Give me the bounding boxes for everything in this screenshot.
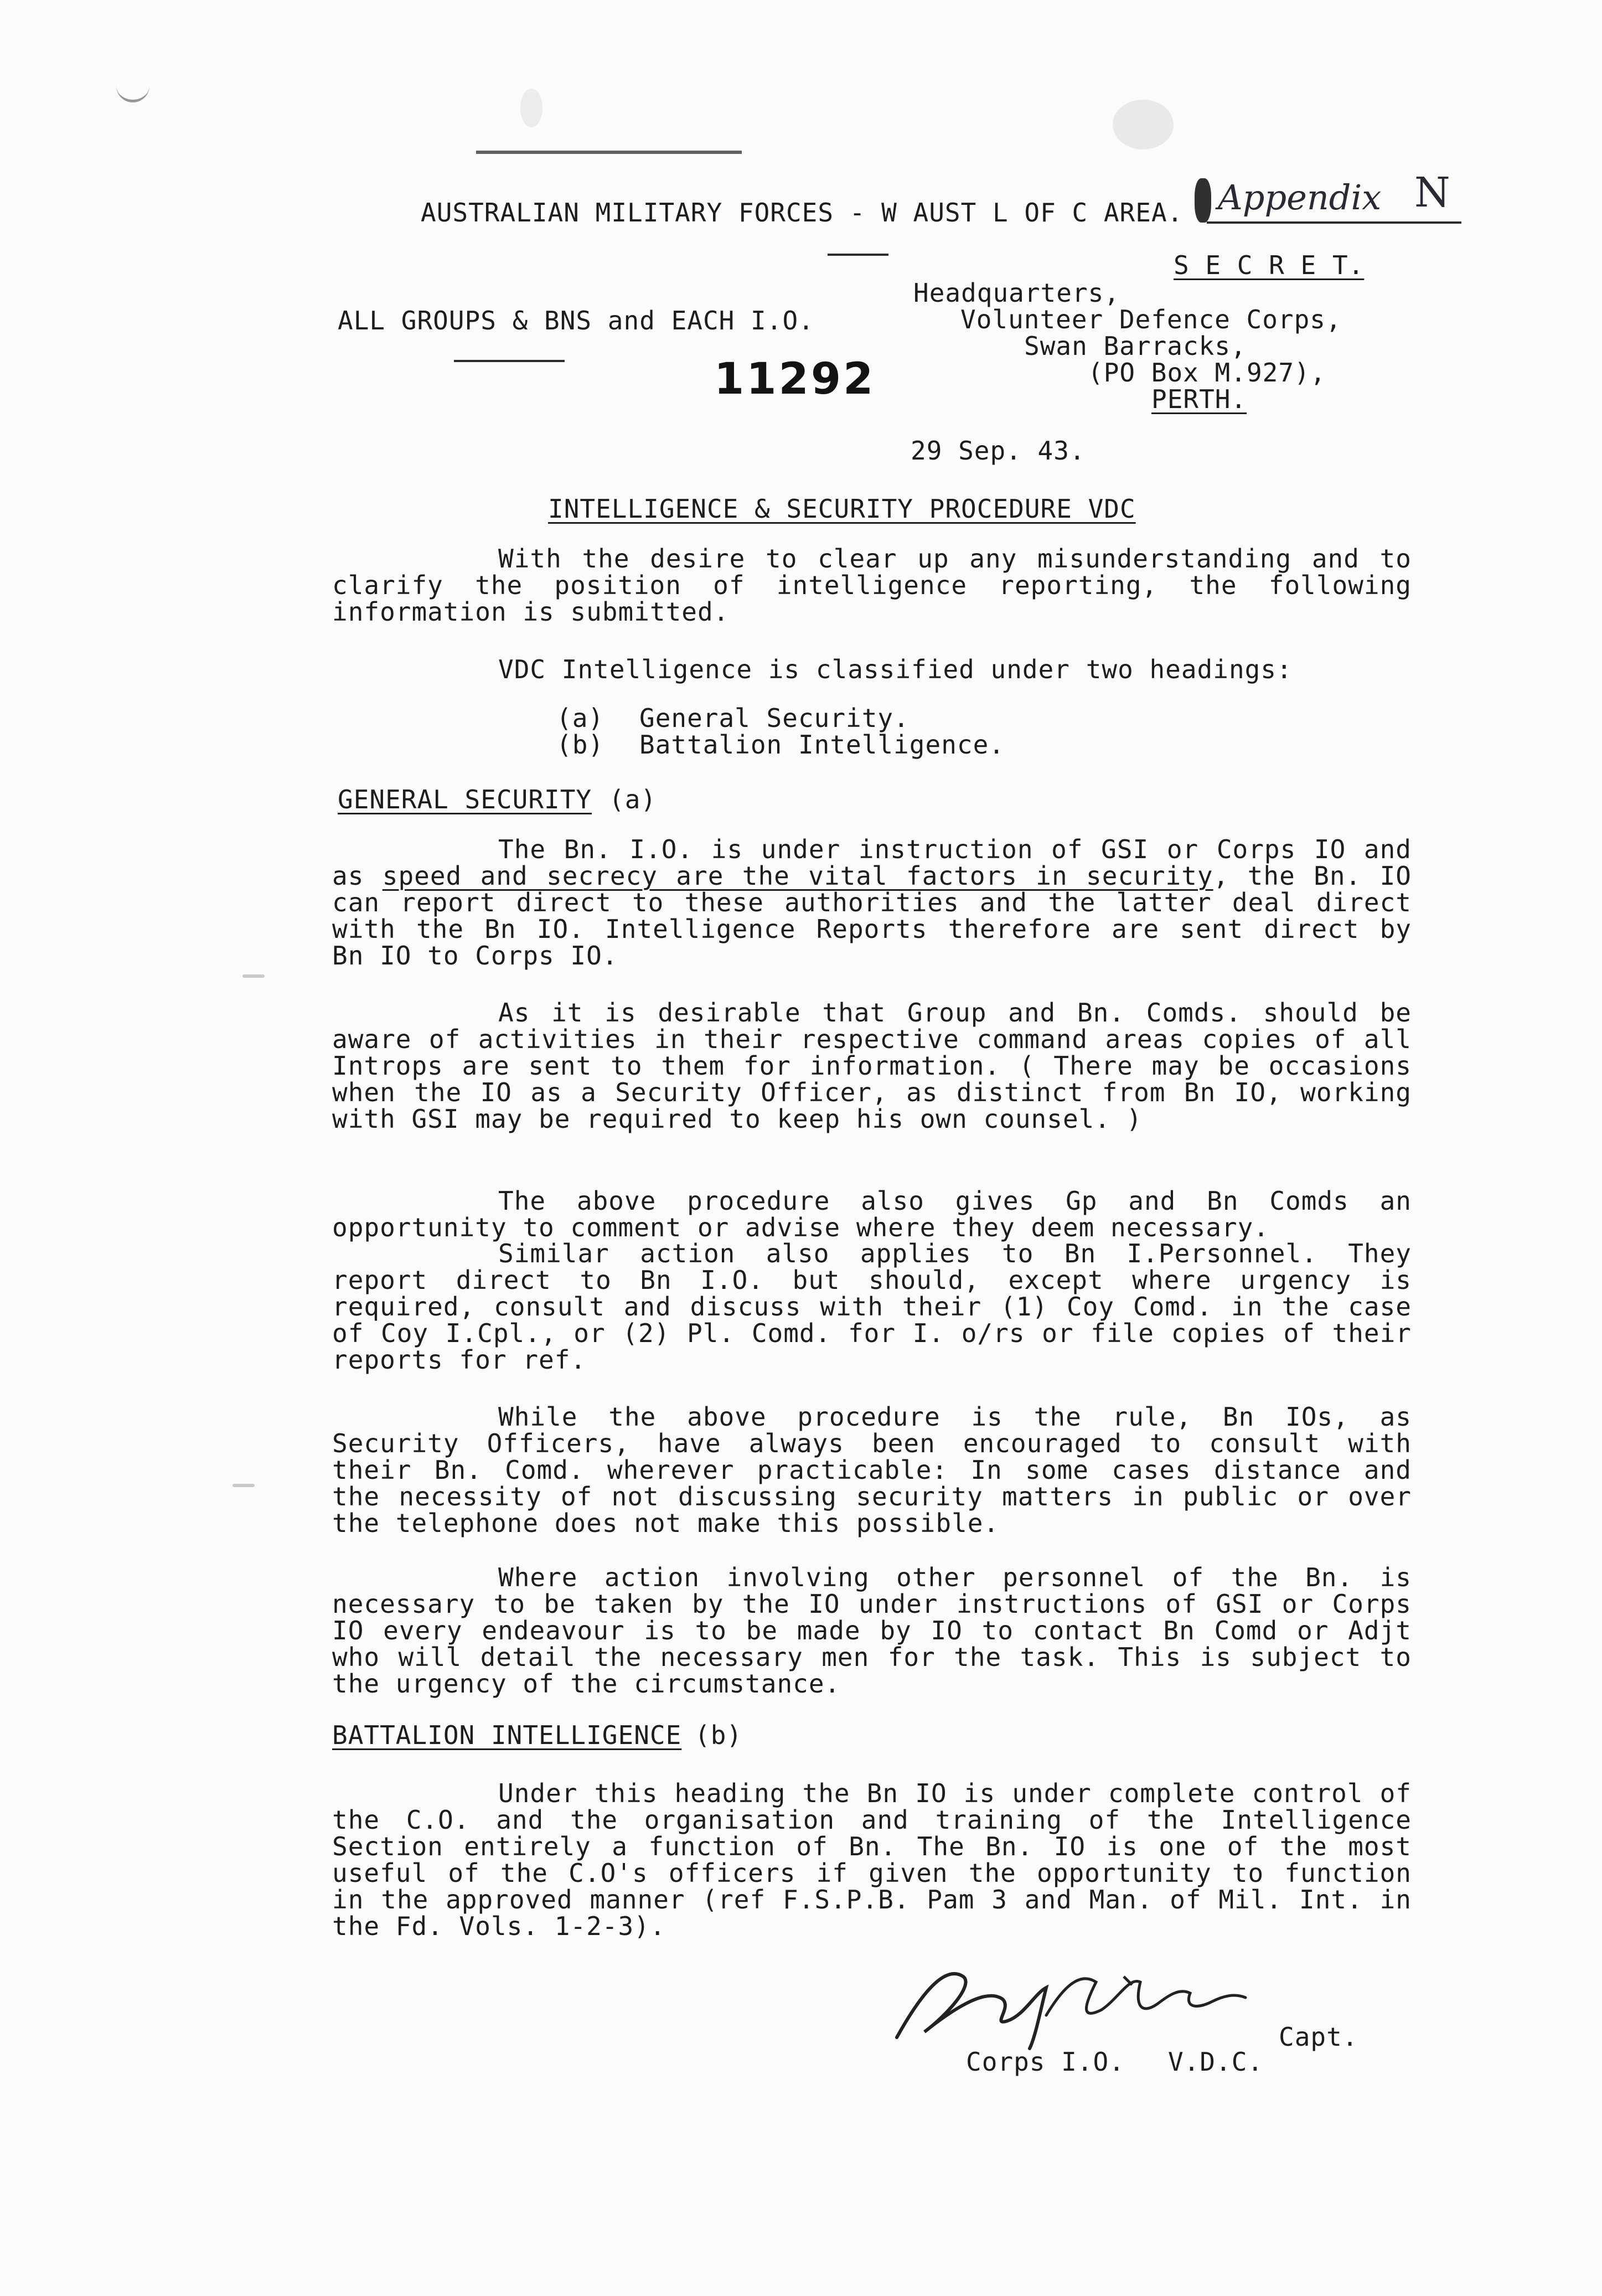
section-heading-suffix-b: (b)	[695, 1720, 743, 1750]
paragraph-text: Under this heading the Bn IO is under complete control of the C.O. and the organisation and training of the Intelligence Section entirely a function of Bn. The Bn. IO is one of the most useful of the C.O's officers if given the opportunity to function in the approved manner (ref F.S.P.B. Pam 3 and Man. of Mil. Int. in the Fd. Vols. 1-2-3).	[332, 1778, 1412, 1941]
header-title: AUSTRALIAN MILITARY FORCES - W AUST L OF C AREA.	[421, 198, 1184, 228]
signature-role: Corps I.O.	[966, 2047, 1125, 2077]
intro-text: With the desire to clear up any misunderstanding and to clarify the position of intelligence reporting, the following information is submitted.	[332, 544, 1412, 627]
paragraph-text: , the Bn. IO can report direct to these authorities and the latter deal direct with the Bn IO. Intelligence Reports therefore are sent direct by Bn IO to Corps IO.	[332, 861, 1412, 971]
reference-number: 11292	[714, 354, 876, 404]
section-heading-battalion-intelligence: BATTALION INTELLIGENCE	[332, 1720, 682, 1750]
underlined-phrase: speed and secrecy are the vital factors in security	[382, 861, 1213, 891]
top-scan-line	[476, 151, 742, 154]
handwritten-signature	[880, 1954, 1279, 2054]
paragraph-text: As it is desirable that Group and Bn. Comds. should be aware of activities in their respective command areas copies of all Introps are sent to them for information. ( There may be occasions when the IO as a Security Officer, as distinct from Bn IO, working with GSI may be required to keep his own counsel. )	[332, 998, 1412, 1134]
appendix-underline	[1207, 221, 1461, 224]
section-heading-general-security: GENERAL SECURITY	[338, 785, 592, 814]
paragraph-text: Similar action also applies to Bn I.Personnel. They report direct to Bn I.O. but should, except where urgency is required, consult and discuss with their (1) Coy Comd. in the case of Coy I.Cpl., or (2) Pl. Comd. for I. o/rs or file copies of their reports for ref.	[332, 1239, 1412, 1375]
paragraph-general-3	[332, 1188, 1412, 1241]
intro-paragraph	[332, 545, 1412, 625]
signature-rank: Capt.	[1279, 2022, 1358, 2052]
heading-marker-a: (a)	[556, 703, 604, 733]
address-line-1: Headquarters,	[913, 278, 1120, 308]
classification-line: VDC Intelligence is classified under two headings:	[498, 654, 1293, 684]
paragraph-general-4	[332, 1240, 1412, 1373]
signature-unit: V.D.C.	[1168, 2047, 1264, 2077]
ink-blot	[1195, 178, 1211, 223]
paragraph-battalion-1	[332, 1780, 1412, 1939]
paragraph-text: The above procedure also gives Gp and Bn Comds an opportunity to comment or advise where they deem necessary.	[332, 1186, 1412, 1242]
appendix-label: Appendix	[1218, 177, 1382, 218]
addressee-underline	[454, 360, 565, 362]
paragraph-general-2	[332, 999, 1412, 1132]
paragraph-text: The Bn. I.O. is under instruction of GSI or Corps IO and as	[332, 834, 1412, 891]
address-line-5: PERTH.	[1151, 384, 1247, 414]
scan-speck	[520, 89, 542, 127]
section-heading-suffix-a: (a)	[609, 785, 657, 814]
scan-speck	[116, 83, 149, 102]
scan-speck	[232, 1484, 255, 1487]
header-divider	[828, 254, 888, 256]
heading-item-b: Battalion Intelligence.	[639, 730, 1005, 760]
heading-marker-b: (b)	[556, 730, 604, 760]
paragraph-text: Where action involving other personnel of the Bn. is necessary to be taken by the IO under instructions of GSI or Corps IO every endeavour is to be made by IO to contact Bn Comd or Adjt who will detail the necessary men for the task. This is subject to the urgency of the circumstance.	[332, 1562, 1412, 1699]
document-title: INTELLIGENCE & SECURITY PROCEDURE VDC	[548, 494, 1136, 524]
addressee: ALL GROUPS & BNS and EACH I.O.	[338, 306, 814, 336]
document-date: 29 Sep. 43.	[911, 436, 1086, 466]
address-line-3: Swan Barracks,	[1024, 331, 1247, 361]
classification-secret: S E C R E T.	[1174, 250, 1365, 280]
heading-item-a: General Security.	[639, 703, 909, 733]
paragraph-general-1	[332, 836, 1412, 969]
appendix-letter: N	[1414, 169, 1450, 216]
paragraph-text: While the above procedure is the rule, Bn IOs, as Security Officers, have always been encouraged to consult with their Bn. Comd. wherever practicable: In some cases distance and the necessity of not discussing security matters in public or over the telephone does not make this possible.	[332, 1402, 1412, 1538]
paragraph-general-6	[332, 1564, 1412, 1697]
scan-speck	[242, 974, 265, 978]
paragraph-general-5	[332, 1404, 1412, 1536]
scan-speck	[1113, 100, 1174, 149]
address-line-4: (PO Box M.927),	[1088, 358, 1326, 388]
address-line-2: Volunteer Defence Corps,	[960, 305, 1342, 334]
